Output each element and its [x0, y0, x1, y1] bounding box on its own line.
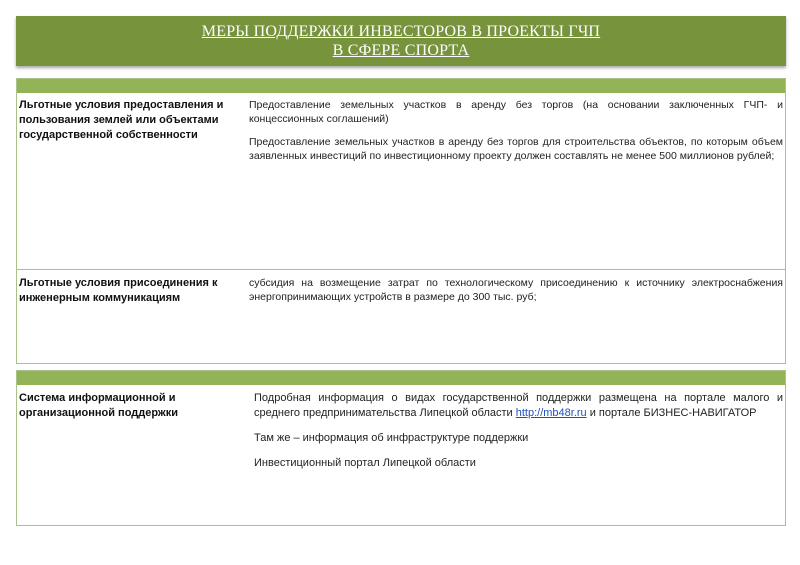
utilities-paragraph: субсидия на возмещение затрат по технологическому присоединению к источнику электроснабжения энергопринимающих устройств в размере до 300 тыс. руб;: [249, 277, 783, 303]
info-paragraph-3: Инвестиционный портал Липецкой области: [254, 457, 476, 469]
row-content-utilities: [249, 276, 783, 313]
title-banner: [16, 16, 786, 66]
land-and-utilities-section: [16, 78, 786, 364]
row-land-use: [17, 93, 785, 269]
row-utilities: [17, 269, 785, 363]
row-label-land-use: Льготные условия предоставления и пользования землей или объектами государственной собственности: [19, 99, 224, 141]
row-label-utilities: Льготные условия присоединения к инженерным коммуникациям: [19, 277, 218, 304]
row-label-info-support: Система информационной и организационной поддержки: [19, 392, 178, 419]
row-content-info-support: [254, 391, 783, 480]
info-support-section: [16, 370, 786, 526]
row-content-land-use: [249, 98, 783, 172]
land-paragraph-2: Предоставление земельных участков в аренду без торгов для строительства объектов, по которым объем заявленных инвестиций по инвестиционному проекту должен составлять не менее 500 миллионов рублей;: [249, 136, 783, 162]
section-header-bar: [17, 371, 785, 385]
info-tail: и портале БИЗНЕС-НАВИГАТОР: [586, 407, 757, 419]
info-text: Подробная информация о видах государственной поддержки размещена на портале малого и среднего предпринимательства Липецкой области: [254, 392, 783, 419]
title-line-2: В СФЕРЕ СПОРТА: [332, 42, 470, 59]
land-paragraph-1: Предоставление земельных участков в аренду без торгов (на основании заключенных ГЧП- и концессионных соглашений): [249, 99, 783, 125]
section-header-bar: [17, 79, 785, 93]
mb48r-link[interactable]: http://mb48r.ru: [515, 407, 587, 419]
row-info-support: [17, 385, 785, 525]
title-line-1: МЕРЫ ПОДДЕРЖКИ ИНВЕСТОРОВ В ПРОЕКТЫ ГЧП: [201, 23, 601, 40]
info-paragraph-1: [254, 391, 783, 421]
info-paragraph-2: Там же – информация об инфраструктуре поддержки: [254, 432, 529, 444]
